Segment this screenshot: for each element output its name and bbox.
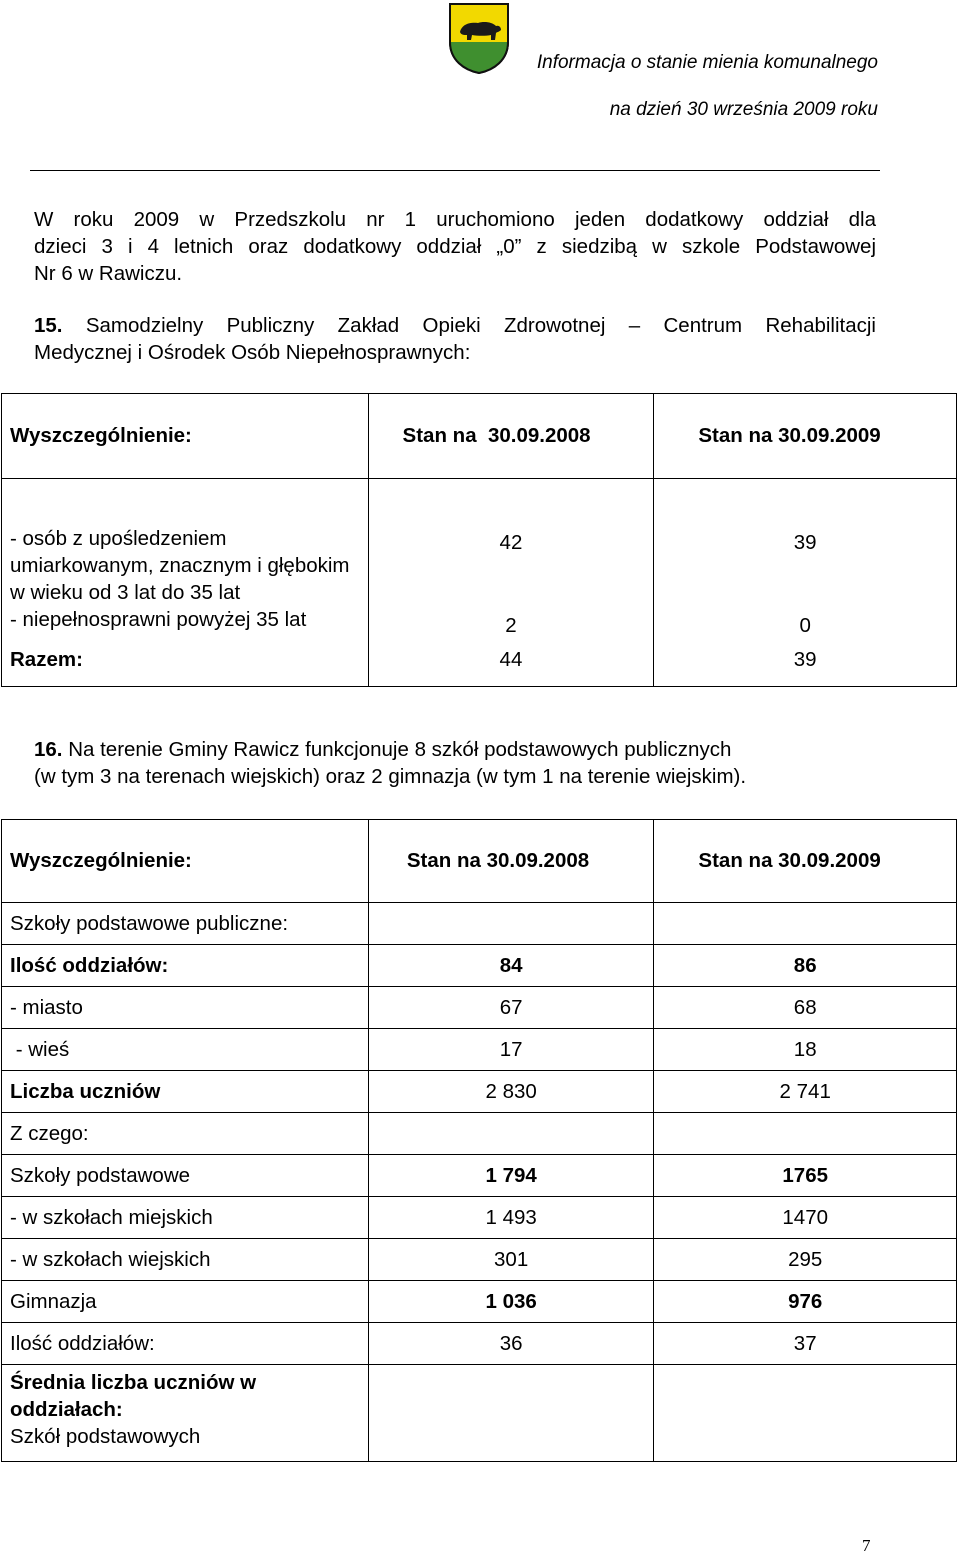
table-row bbox=[2, 1113, 957, 1155]
row-label bbox=[2, 1365, 369, 1462]
row-value-2008: 84 bbox=[368, 945, 654, 987]
row-value-2009: 295 bbox=[654, 1239, 957, 1281]
section-number: 16. bbox=[34, 738, 63, 761]
row-label: Z czego: bbox=[2, 1113, 369, 1155]
table-row bbox=[2, 1155, 957, 1197]
table-row bbox=[2, 642, 957, 687]
header-divider bbox=[30, 170, 880, 171]
row-value-2009 bbox=[654, 1113, 957, 1155]
header-title: Informacja o stanie mienia komunalnego bbox=[536, 52, 878, 73]
row-label-sub: Szkół podstawowych bbox=[10, 1425, 201, 1448]
row-label-bold: Średnia liczba uczniów w oddziałach: bbox=[10, 1371, 257, 1421]
row-value-2008: 1 794 bbox=[368, 1155, 654, 1197]
table-row bbox=[2, 1323, 957, 1365]
coat-of-arms-logo bbox=[448, 2, 510, 74]
row-label: Gimnazja bbox=[2, 1281, 369, 1323]
table-row bbox=[2, 479, 957, 607]
row-value-2008: 67 bbox=[368, 987, 654, 1029]
row-label: - w szkołach wiejskich bbox=[2, 1239, 369, 1281]
page-number: 7 bbox=[862, 1536, 871, 1555]
row-value-2008: 17 bbox=[368, 1029, 654, 1071]
row-label-total: Razem: bbox=[2, 642, 369, 687]
table-header-row bbox=[2, 820, 957, 903]
paragraph-line: Nr 6 w Rawiczu. bbox=[34, 262, 183, 285]
row-label: Szkoły podstawowe publiczne: bbox=[2, 903, 369, 945]
section-16-paragraph bbox=[34, 736, 864, 790]
table-row bbox=[2, 945, 957, 987]
table-row bbox=[2, 903, 957, 945]
table-header-row bbox=[2, 394, 957, 479]
row-value-2009: 976 bbox=[654, 1281, 957, 1323]
table-row bbox=[2, 1365, 957, 1462]
row-value-2009: 1470 bbox=[654, 1197, 957, 1239]
row-value-2008: 301 bbox=[368, 1239, 654, 1281]
section-number: 15. bbox=[34, 314, 63, 337]
col-header-2009: Stan na 30.09.2009 bbox=[654, 394, 957, 479]
row-value-2008: 1 493 bbox=[368, 1197, 654, 1239]
row-value-2009: 0 bbox=[654, 606, 957, 642]
row-value-2009 bbox=[654, 903, 957, 945]
section-15-heading bbox=[34, 312, 876, 366]
row-label: Ilość oddziałów: bbox=[2, 945, 369, 987]
table-row bbox=[2, 987, 957, 1029]
row-value-2008: 42 bbox=[368, 479, 654, 607]
row-value-2009: 1765 bbox=[654, 1155, 957, 1197]
rehab-center-table bbox=[1, 393, 957, 687]
row-label: Ilość oddziałów: bbox=[2, 1323, 369, 1365]
kindergarten-paragraph bbox=[34, 206, 876, 287]
table-row bbox=[2, 1281, 957, 1323]
table-row bbox=[2, 1239, 957, 1281]
row-value-2009 bbox=[654, 1365, 957, 1462]
row-value-2008 bbox=[368, 1113, 654, 1155]
paragraph-line: W roku 2009 w Przedszkolu nr 1 uruchomiono jeden dodatkowy oddział dla bbox=[34, 208, 876, 231]
row-value-2009: 39 bbox=[654, 479, 957, 607]
col-header-2009: Stan na 30.09.2009 bbox=[654, 820, 957, 903]
row-value-2009: 18 bbox=[654, 1029, 957, 1071]
row-value-2009: 2 741 bbox=[654, 1071, 957, 1113]
table-row bbox=[2, 1071, 957, 1113]
row-label: - wieś bbox=[2, 1029, 369, 1071]
row-label: - w szkołach miejskich bbox=[2, 1197, 369, 1239]
row-label: Szkoły podstawowe bbox=[2, 1155, 369, 1197]
row-value-2008: 36 bbox=[368, 1323, 654, 1365]
row-label: - miasto bbox=[2, 987, 369, 1029]
row-value-2008 bbox=[368, 1365, 654, 1462]
row-value-2009: 68 bbox=[654, 987, 957, 1029]
row-value-2009: 86 bbox=[654, 945, 957, 987]
row-value-2008: 2 bbox=[368, 606, 654, 642]
col-header-2008: Stan na 30.09.2008 bbox=[368, 820, 654, 903]
col-header-item: Wyszczególnienie: bbox=[2, 820, 369, 903]
row-value-2008 bbox=[368, 903, 654, 945]
row-value-2009: 39 bbox=[654, 642, 957, 687]
paragraph-line: dzieci 3 i 4 letnich oraz dodatkowy oddział „0” z siedzibą w szkole Podstawowej bbox=[34, 235, 876, 258]
section-text-cont: (w tym 3 na terenach wiejskich) oraz 2 gimnazja (w tym 1 na terenie wiejskim). bbox=[34, 765, 747, 788]
table-row bbox=[2, 606, 957, 642]
table-row bbox=[2, 1197, 957, 1239]
row-value-2009: 37 bbox=[654, 1323, 957, 1365]
col-header-2008: Stan na 30.09.2008 bbox=[368, 394, 654, 479]
section-title-cont: Medycznej i Ośrodek Osób Niepełnosprawnych: bbox=[34, 341, 471, 364]
section-title: Samodzielny Publiczny Zakład Opieki Zdrowotnej – Centrum Rehabilitacji bbox=[85, 314, 876, 337]
section-text: Na terenie Gminy Rawicz funkcjonuje 8 szkół podstawowych publicznych bbox=[68, 738, 732, 761]
row-label: - osób z upośledzeniem umiarkowanym, znacznym i głębokim w wieku od 3 lat do 35 lat bbox=[2, 479, 369, 607]
schools-table bbox=[1, 819, 957, 1462]
row-label: - niepełnosprawni powyżej 35 lat bbox=[2, 606, 369, 642]
table-row bbox=[2, 1029, 957, 1071]
row-value-2008: 44 bbox=[368, 642, 654, 687]
header-date: na dzień 30 września 2009 roku bbox=[609, 99, 878, 120]
row-value-2008: 2 830 bbox=[368, 1071, 654, 1113]
row-value-2008: 1 036 bbox=[368, 1281, 654, 1323]
row-label: Liczba uczniów bbox=[2, 1071, 369, 1113]
col-header-item: Wyszczególnienie: bbox=[2, 394, 369, 479]
